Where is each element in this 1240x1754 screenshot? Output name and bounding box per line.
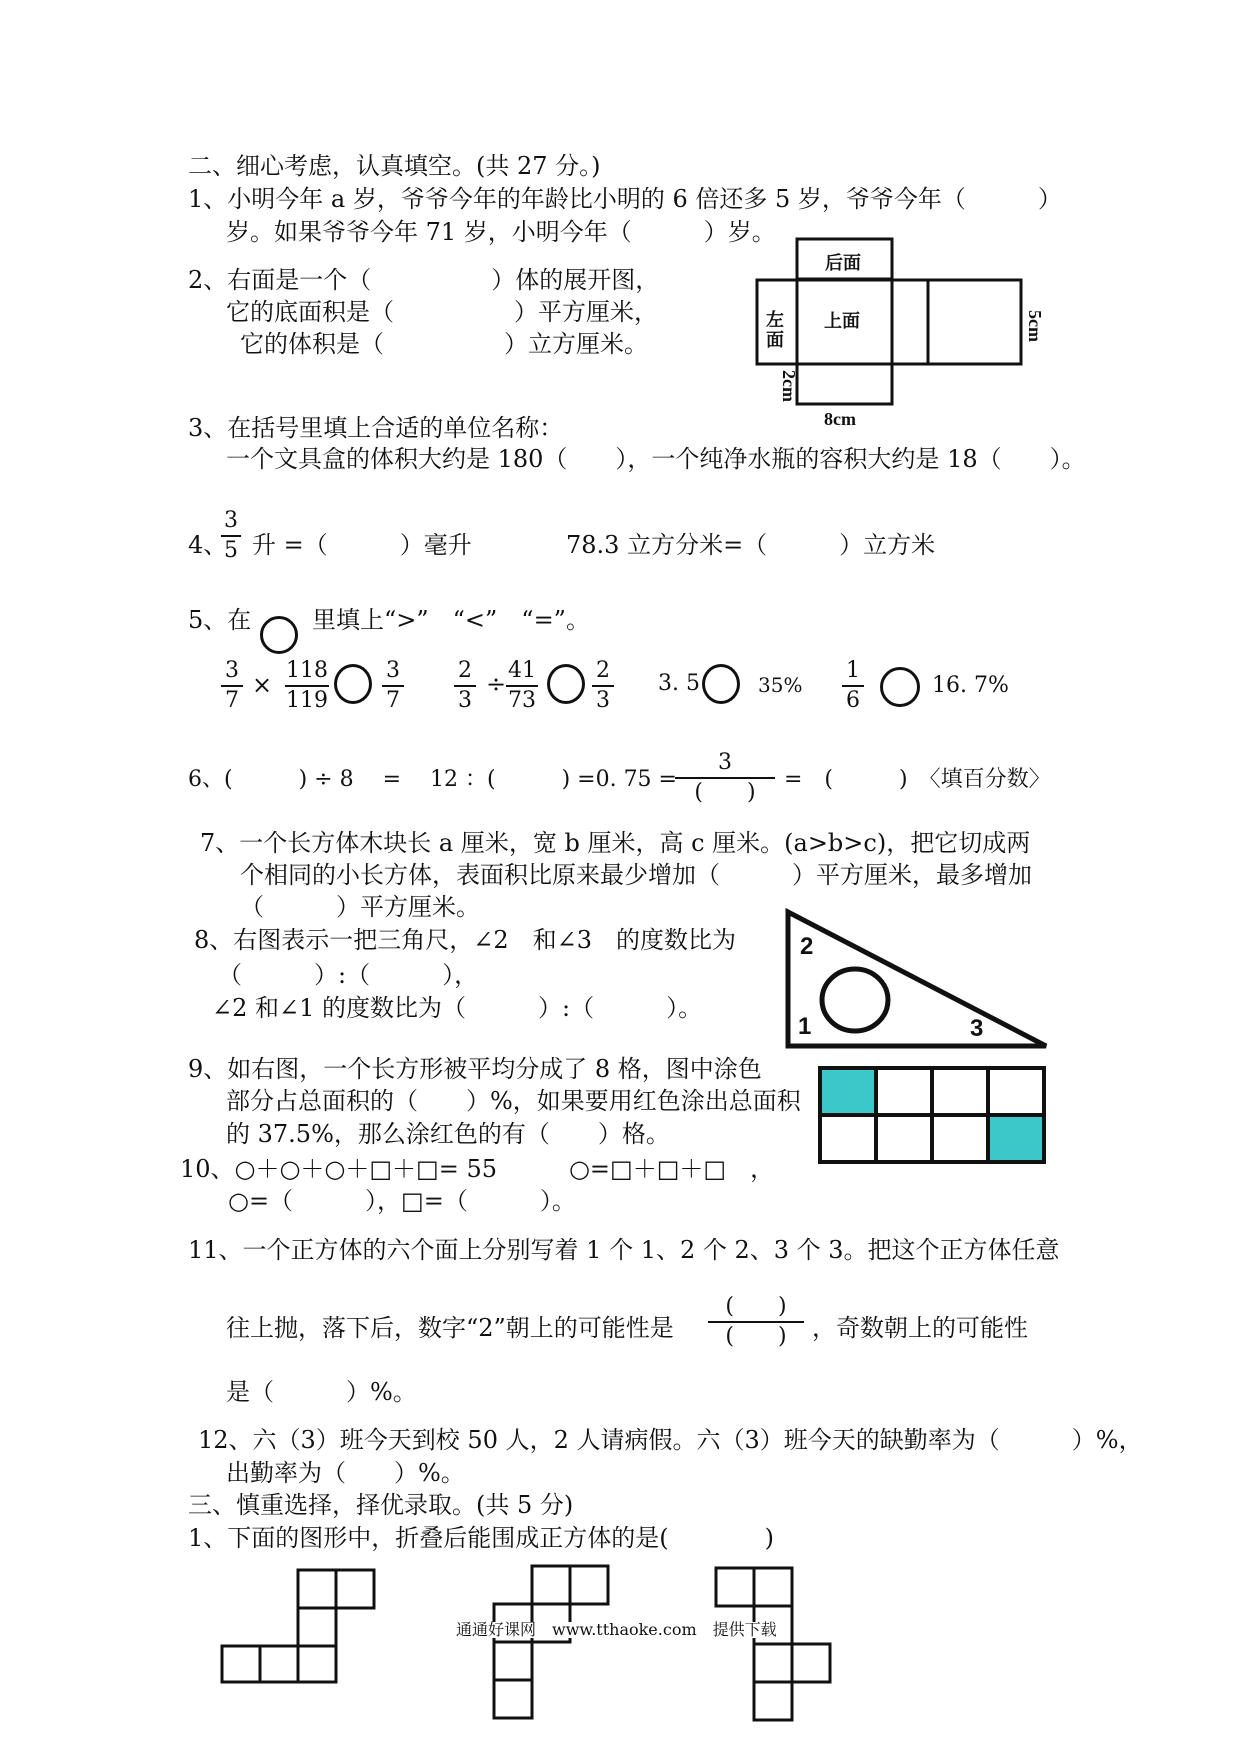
q4-frac-num: 3: [221, 510, 241, 537]
q5c-left: 3. 5: [658, 671, 700, 696]
footer-credit: 通通好课网 www.tthaoke.com 提供下载: [456, 1620, 777, 1639]
q3-line1: 3、在括号里填上合适的单位名称：: [188, 414, 564, 442]
q4-part2: 78.3 立方分米=（ ）立方米: [566, 531, 936, 559]
q11-line2b: ，奇数朝上的可能性: [812, 1314, 1028, 1342]
q12-line1: 12、六（3）班今天到校 50 人，2 人请病假。六（3）班今天的缺勤率为（ ）%，: [198, 1426, 1143, 1454]
angle-label-2: 2: [800, 933, 814, 960]
q9-line2: 部分占总面积的（ ）%，如果要用红色涂出总面积: [226, 1087, 801, 1115]
net-dim-height: 5cm: [1025, 310, 1045, 342]
section3-q1: 1、下面的图形中，折叠后能围成正方体的是( ): [188, 1524, 774, 1552]
q3-line2: 一个文具盒的体积大约是 180（ ），一个纯净水瓶的容积大约是 18（ ）。: [226, 445, 1086, 473]
q10-line2: ○=（ ），□=（ ）。: [228, 1187, 576, 1215]
q5b-frac1: $\frac{2}{3}$: [454, 660, 476, 712]
angle-label-3: 3: [970, 1015, 984, 1042]
net-dim-depth: 2cm: [779, 370, 799, 402]
q1-line2: 岁。如果爷爷今年 71 岁，小明今年（ ）岁。: [226, 218, 776, 246]
q7-line2: 个相同的小长方体，表面积比原来最少增加（ ）平方厘米，最多增加: [240, 861, 1032, 889]
q11-fraction: ( ) ( ): [708, 1296, 804, 1348]
q11-line3: 是（ ）%。: [226, 1378, 417, 1406]
q5a-frac3: $\frac{3}{7}$: [382, 660, 404, 712]
q2-line3: 它的体积是（ ）立方厘米。: [240, 330, 648, 358]
q2-line2: 它的底面积是（ ）平方厘米，: [226, 298, 658, 326]
q8-line2: （ ）:（ ），: [218, 961, 479, 989]
q9-line1: 9、如右图，一个长方形被平均分成了 8 格，图中涂色: [188, 1055, 762, 1083]
net-label-top: 上面: [824, 311, 860, 331]
angle-label-1: 1: [798, 1013, 812, 1040]
q5-instruction: 里填上“>” “<” “=”。: [312, 606, 590, 634]
q2-line1: 2、右面是一个（ ）体的展开图，: [188, 266, 660, 294]
q4-prefix: 4、: [188, 531, 228, 559]
section2-heading: 二、细心考虑，认真填空。(共 27 分。): [188, 152, 601, 180]
q11-line1: 11、一个正方体的六个面上分别写着 1 个 1、2 个 2、3 个 3。把这个正方体任意: [188, 1236, 1060, 1264]
q4-part1: 升 =（ ）毫升: [252, 531, 472, 559]
q7-line1: 7、一个长方体木块长 a 厘米，宽 b 厘米，高 c 厘米。(a>b>c)，把它切成两: [200, 829, 1031, 857]
q5-prefix: 5、在: [188, 606, 252, 634]
q6-part1: 6、( ) ÷ 8 = 12 ：( ) =0. 75 =: [188, 767, 677, 792]
net-label-left: 左面: [766, 310, 784, 350]
q5b-operator: ÷: [486, 670, 507, 698]
q5a-frac2: $\frac{118}{119}$: [286, 658, 328, 713]
q5a-frac1: $\frac{3}{7}$: [221, 660, 243, 712]
q10-line1: 10、○＋○＋○＋□＋□= 55 ○=□＋□＋□ ，: [180, 1155, 775, 1183]
q6-part2: = ( ) 〈填百分数〉: [784, 767, 1051, 792]
q4-frac-den: 5: [224, 538, 238, 563]
net-dim-width: 8cm: [824, 409, 856, 429]
q12-line2: 出勤率为（ ）%。: [226, 1459, 465, 1487]
q5d-right: 16. 7%: [932, 673, 1009, 698]
q1-line1: 1、小明今年 a 岁，爷爷今年的年龄比小明的 6 倍还多 5 岁，爷爷今年（ ）: [188, 185, 1062, 213]
q5d-frac: $\frac{1}{6}$: [842, 660, 864, 712]
q5a-operator: ×: [252, 671, 273, 699]
q5c-right: 35%: [758, 673, 803, 697]
q9-line3: 的 37.5%，那么涂红色的有（ ）格。: [226, 1120, 670, 1148]
net-label-back: 后面: [825, 253, 861, 273]
q11-line2a: 往上抛，落下后，数字“2”朝上的可能性是: [226, 1314, 674, 1342]
q6-fraction: 3 ( ): [675, 752, 775, 804]
q5b-frac3: $\frac{2}{3}$: [592, 660, 614, 712]
q8-line1: 8、右图表示一把三角尺，∠2 和∠3 的度数比为: [194, 926, 737, 954]
q7-line3: （ ）平方厘米。: [240, 893, 480, 921]
q8-line3: ∠2 和∠1 的度数比为（ ）:（ ）。: [212, 994, 703, 1022]
section3-heading: 三、慎重选择，择优录取。(共 5 分): [188, 1491, 574, 1519]
q5b-frac2: $\frac{41}{73}$: [508, 658, 536, 713]
